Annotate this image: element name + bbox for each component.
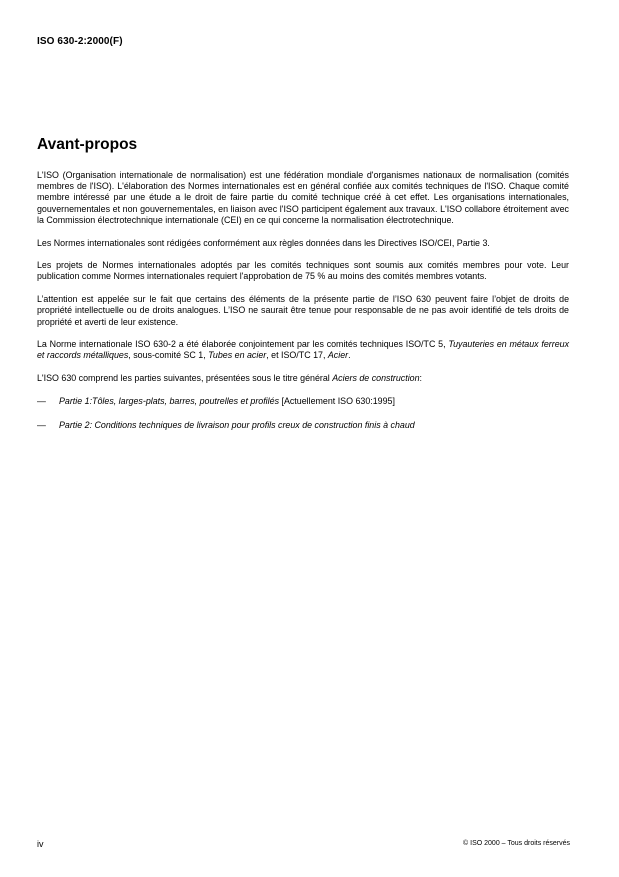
paragraph-patent-rights: L’attention est appelée sur le fait que certains des éléments de la présente partie de l’ISO 630 peuvent faire l’objet de droits de propriété intellectuelle ou de droits analogues. L’ISO ne saurait être tenue pour responsable de ne pas avoir identifié de tels droits de propriété et averti de leur existence. [37, 294, 569, 327]
list-item-text [59, 396, 395, 407]
paragraph-voting: Les projets de Normes internationales adoptés par les comités techniques sont soumis aux comités membres pour vote. Leur publication comme Normes internationales requiert l'approbation de 75 % au moins des comités membres votants. [37, 260, 569, 282]
list-item-text [59, 420, 415, 431]
tc-title-tubes: Tubes en acier [208, 350, 267, 361]
paragraph-directives: Les Normes internationales sont rédigées conformément aux règles données dans les Directives ISO/CEI, Partie 3. [37, 237, 490, 248]
tc-text-1: La Norme internationale ISO 630-2 a été élaborée conjointement par les comités techniques ISO/TC 5, [37, 339, 449, 350]
paragraph-parts-intro [37, 373, 569, 384]
copyright-notice: © ISO 2000 – Tous droits réservés [463, 840, 570, 847]
parts-intro-text: L'ISO 630 comprend les parties suivantes, présentées sous le titre général [37, 373, 333, 384]
list-dash: — [37, 395, 46, 406]
tc-title-tuyauteries: Tuyauteries en métaux ferreux et raccords métalliques [37, 339, 570, 361]
part-1-title: Partie 1:Tôles, larges-plats, barres, poutrelles et profilés [59, 395, 280, 406]
tc-text-4: . [348, 350, 351, 361]
parts-general-title: Aciers de construction [332, 373, 420, 384]
list-item-part-2 [37, 420, 569, 431]
tc-title-acier: Acier [327, 350, 349, 361]
document-id: ISO 630-2:2000(F) [37, 36, 123, 47]
part-2-title: Partie 2: Conditions techniques de livraison pour profils creux de construction finis à chaud [59, 420, 415, 431]
foreword-body [37, 170, 569, 444]
list-dash: — [37, 420, 46, 431]
part-1-note: [Actuellement ISO 630:1995] [279, 395, 395, 406]
tc-text-3: , et ISO/TC 17, [266, 350, 328, 361]
tc-text-2: , sous-comité SC 1, [128, 350, 209, 361]
paragraph-technical-committees [37, 339, 569, 361]
list-item-part-1 [37, 396, 569, 407]
page-number: iv [37, 839, 44, 849]
paragraph-iso-organisation: L'ISO (Organisation internationale de normalisation) est une fédération mondiale d'organismes nationaux de normalisation (comités membres de l'ISO). L'élaboration des Normes internationales est en général confiée aux comités techniques de l'ISO. Chaque comité membre intéressé par une étude a le droit de faire partie du comité technique créé à cet effet. Les organisations internationales, gouvernementales et non gouvernementales, en liaison avec l'ISO participent également aux travaux. L'ISO collabore étroitement avec la Commission électrotechnique internationale (CEI) en ce qui concerne la normalisation électrotechnique. [37, 170, 569, 225]
parts-intro-colon: : [419, 373, 423, 384]
section-title: Avant-propos [37, 136, 138, 153]
